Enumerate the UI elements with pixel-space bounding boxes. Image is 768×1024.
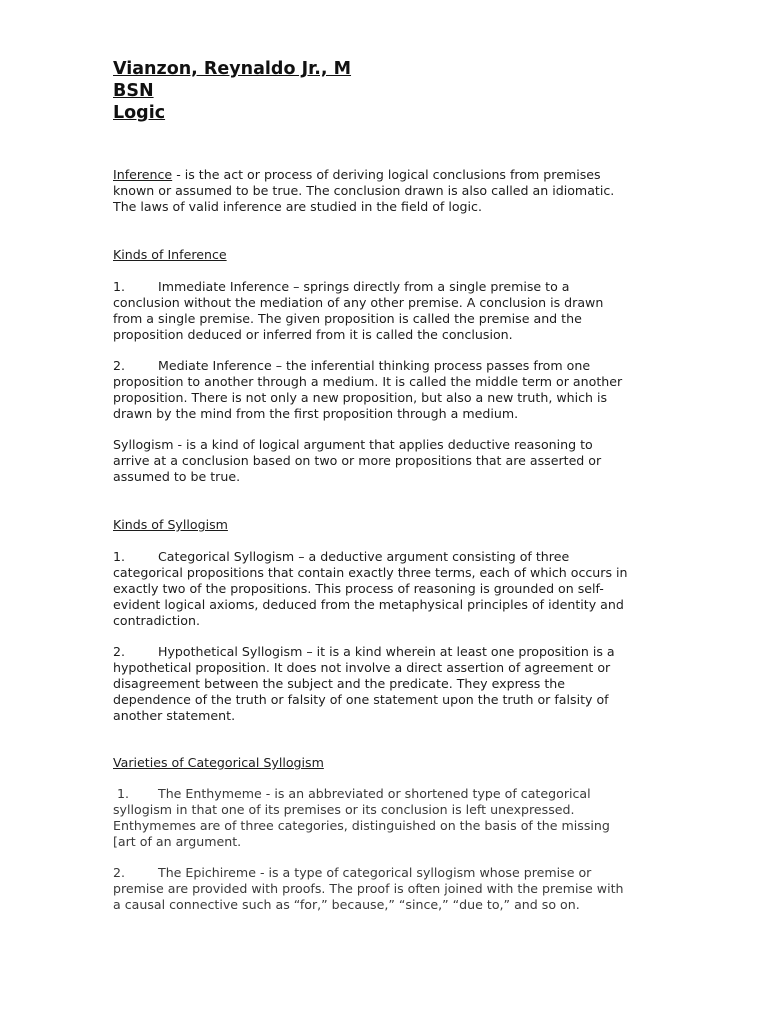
- kinds-of-syllogism-heading: Kinds of Syllogism: [113, 517, 228, 532]
- varieties-heading: Varieties of Categorical Syllogism: [113, 755, 324, 770]
- list-item: [113, 279, 658, 343]
- list-item-number: 1.: [113, 279, 126, 294]
- inference-term: Inference: [113, 167, 173, 182]
- kinds-of-inference-heading: Kinds of Inference: [113, 247, 227, 262]
- inference-definition-text: - is the act or process of deriving logical conclusions from premises known or assumed to be true. The conclusion drawn is also called an idiomatic. The laws of valid inference are studied in the field of logic.: [113, 167, 615, 214]
- course-label: BSN: [113, 81, 154, 101]
- list-item: [113, 644, 658, 724]
- list-item: [113, 549, 658, 629]
- author-name: Vianzon, Reynaldo Jr., M: [113, 59, 352, 79]
- list-item: [113, 786, 658, 850]
- document-header: [113, 58, 351, 124]
- list-item-number: 2.: [113, 358, 126, 373]
- subject-title: Logic: [113, 103, 166, 123]
- inference-definition: [113, 167, 658, 215]
- list-item-number: 2.: [113, 865, 126, 880]
- list-item-text: Mediate Inference – the inferential thinking process passes from one proposition to another through a medium. It is called the middle term or another proposition. There is not only a new proposition, but also a new truth, which is drawn by the mind from the first proposition through a medium.: [113, 358, 623, 421]
- list-item: [113, 358, 658, 422]
- list-item-text: Immediate Inference – springs directly from a single premise to a conclusion without the mediation of any other premise. A conclusion is drawn from a single premise. The given proposition is called the premise and the proposition deduced or inferred from it is called the conclusion.: [113, 279, 604, 342]
- list-item-text: The Epichireme - is a type of categorical syllogism whose premise or premise are provided with proofs. The proof is often joined with the premise with a causal connective such as “for,” because,” “since,” “due to,” and so on.: [113, 865, 624, 912]
- syllogism-definition: Syllogism - is a kind of logical argument that applies deductive reasoning to arrive at a conclusion based on two or more propositions that are asserted or assumed to be true.: [113, 437, 602, 484]
- list-item-number: 2.: [113, 644, 126, 659]
- list-item: [113, 865, 658, 913]
- list-item-text: The Enthymeme - is an abbreviated or shortened type of categorical syllogism in that one of its premises or its conclusion is left unexpressed. Enthymemes are of three categories, distinguished on the basis of the missing [art of an argument.: [113, 786, 610, 849]
- list-item-text: Categorical Syllogism – a deductive argument consisting of three categorical propositions that contain exactly three terms, each of which occurs in exactly two of the propositions. This process of reasoning is grounded on self- evident logical axioms, deduced from the metaphysical principles of identity and contradiction.: [113, 549, 628, 628]
- list-item-text: Hypothetical Syllogism – it is a kind wherein at least one proposition is a hypothetical proposition. It does not involve a direct assertion of agreement or disagreement between the subject and the predicate. They express the dependence of the truth or falsity of one statement upon the truth or falsity of another statement.: [113, 644, 615, 723]
- list-item-number: 1.: [113, 549, 126, 564]
- list-item-number: 1.: [113, 786, 130, 801]
